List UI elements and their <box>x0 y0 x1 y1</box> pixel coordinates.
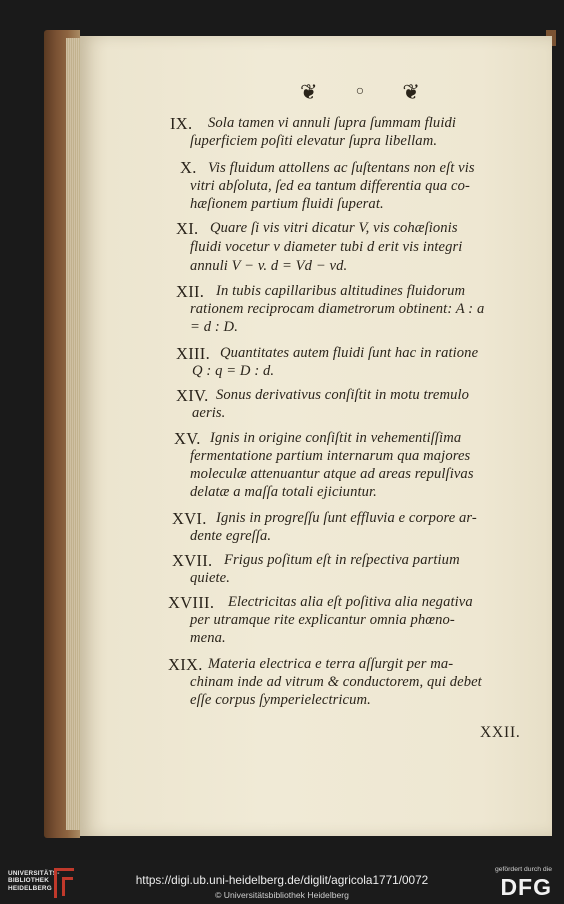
thesis-line: eſſe corpus ſymperielectricum. <box>190 692 371 708</box>
thesis-line: per utramque rite explicantur omnia phœno- <box>190 612 455 628</box>
thesis-line: fermentatione partium internarum qua majores <box>190 448 471 464</box>
thesis-line: Quare ſi vis vitri dicatur V, vis cohæſionis <box>210 220 458 236</box>
permalink[interactable]: https://digi.ub.uni-heidelberg.de/diglit/agricola1771/0072 <box>135 873 429 887</box>
thesis-line: In tubis capillaribus altitudines fluidorum <box>216 283 466 299</box>
floral-ornament-icon: ❦ <box>300 79 318 104</box>
thesis-number: XIX. <box>168 655 203 674</box>
thesis-line: dente egreſſa. <box>190 528 272 544</box>
dfg-logo: DFG <box>500 874 552 900</box>
thesis-number: XVI. <box>172 509 207 528</box>
thesis-line: Quantitates autem fluidi ſunt hac in ratione <box>220 345 479 361</box>
thesis-line: rationem reciprocam diametrorum obtinent: A : a <box>190 301 485 317</box>
thesis-number: XVII. <box>172 551 213 570</box>
footer-bar <box>0 860 564 904</box>
thesis-line: Ignis in origine conſiſtit in vehementiſſima <box>210 430 462 446</box>
thesis-number: X. <box>180 158 197 177</box>
thesis-line: Electricitas alia eſt poſitiva alia negativa <box>228 594 473 610</box>
thesis-line: Vis fluidum attollens ac ſuſtentans non eſt vis <box>208 160 475 176</box>
thesis-number: IX. <box>170 114 193 133</box>
thesis-line: chinam inde ad vitrum & conductorem, qui debet <box>190 674 482 690</box>
book-edge <box>44 30 80 838</box>
thesis-line: = d : D. <box>190 319 238 335</box>
thesis-line: Sola tamen vi annuli ſupra ſummam fluidi <box>208 115 457 131</box>
funding-note: gefördert durch die <box>494 866 552 873</box>
book-page <box>80 36 552 836</box>
thesis-number: XII. <box>176 282 205 301</box>
thesis-line: moleculæ attenuantur atque ad areas repulſivas <box>190 466 474 482</box>
thesis-line: Sonus derivativus conſiſtit in motu tremulo <box>216 387 470 403</box>
thesis-number: XIV. <box>176 386 209 405</box>
circle-ornament-icon: ○ <box>355 84 365 99</box>
library-name-line: UNIVERSITÄTS- <box>8 870 60 877</box>
thesis-line: annuli V − v. d = Vd − vd. <box>190 258 348 274</box>
thesis-line: ſuperficiem poſiti elevatur ſupra libellam. <box>190 133 438 149</box>
catchword: XXII. <box>480 724 521 741</box>
thesis-line: Q : q = D : d. <box>192 363 275 379</box>
thesis-number: XIII. <box>176 344 211 363</box>
thesis-number: XVIII. <box>168 593 215 612</box>
library-name-line: HEIDELBERG <box>8 884 52 892</box>
library-name-line: BIBLIOTHEK <box>8 877 50 885</box>
thesis-number: XV. <box>174 429 201 448</box>
thesis-line: vitri abſoluta, ſed ea tantum differentia qua co- <box>190 178 470 194</box>
thesis-line: Ignis in progreſſu ſunt effluvia e corpore ar- <box>216 510 477 526</box>
page-text <box>80 36 552 836</box>
thesis-line: aeris. <box>192 405 226 421</box>
thesis-line: quiete. <box>190 570 231 586</box>
thesis-line: fluidi vocetur v diameter tubi d erit vis integri <box>190 239 463 255</box>
thesis-line: hæſionem partium fluidi ſuperat. <box>190 196 384 212</box>
thesis-number: XI. <box>176 219 199 238</box>
floral-ornament-icon: ❦ <box>402 79 420 104</box>
copyright-notice: © Universitätsbibliothek Heidelberg <box>215 890 349 900</box>
thesis-line: delatæ a maſſa totali ejiciuntur. <box>190 484 377 500</box>
thesis-line: Frigus poſitum eſt in reſpectiva partium <box>224 552 460 568</box>
thesis-line: Materia electrica e terra aſſurgit per ma- <box>208 656 454 672</box>
thesis-line: mena. <box>190 630 226 646</box>
